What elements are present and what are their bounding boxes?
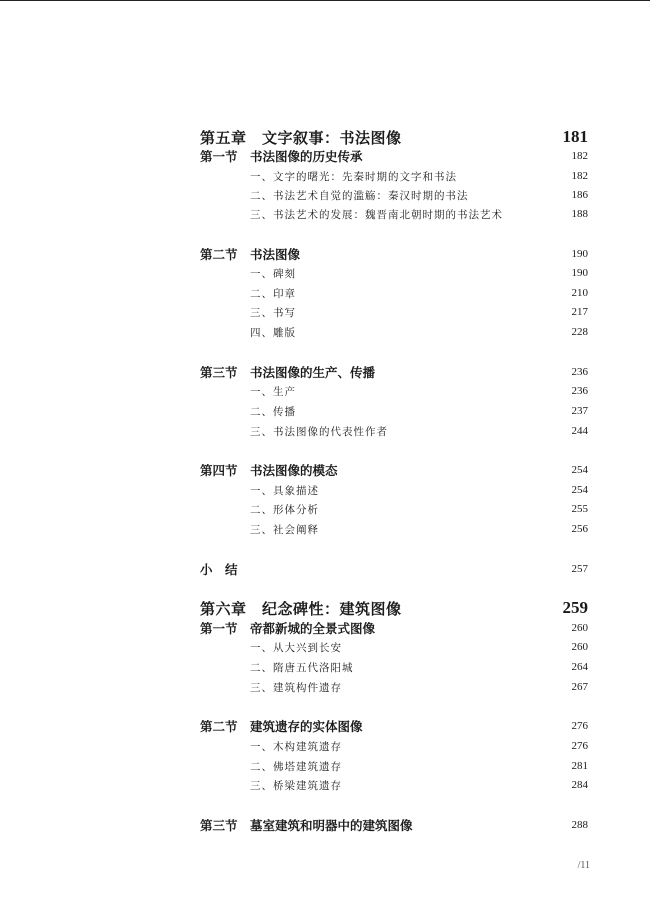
toc-page: 284: [571, 779, 588, 791]
toc-item[interactable]: [200, 421, 588, 441]
toc-page: 254: [571, 464, 588, 476]
toc-chapter-5[interactable]: [200, 127, 588, 147]
toc-page: 228: [571, 326, 588, 338]
toc-title: 二、形体分析: [250, 503, 319, 516]
top-rule: [0, 0, 650, 1]
toc-item[interactable]: [200, 401, 588, 421]
toc-section-summary[interactable]: [200, 559, 588, 579]
toc-page: 186: [571, 189, 588, 201]
toc-title: 第六章 纪念碑性：建筑图像: [200, 599, 402, 618]
toc-item[interactable]: [200, 480, 588, 500]
toc-page: 259: [562, 598, 588, 617]
toc-item[interactable]: [200, 263, 588, 283]
toc-title: 第二节 书法图像: [200, 247, 301, 262]
toc-item[interactable]: [200, 775, 588, 795]
toc-title: 第二节 建筑遗存的实体图像: [200, 719, 363, 734]
toc-page: 236: [571, 366, 588, 378]
toc-title: 一、具象描述: [250, 484, 319, 497]
toc-page: 237: [571, 405, 588, 417]
toc-section[interactable]: [200, 716, 588, 736]
toc-item[interactable]: [200, 322, 588, 342]
toc-title: 第四节 书法图像的模态: [200, 463, 338, 478]
toc-title: 第五章 文字叙事：书法图像: [200, 128, 402, 147]
toc-page: 236: [571, 385, 588, 397]
toc-title: 一、木构建筑遗存: [250, 740, 342, 753]
toc-item[interactable]: [200, 657, 588, 677]
toc-page: 281: [571, 760, 588, 772]
toc-page: 244: [571, 425, 588, 437]
toc-item[interactable]: [200, 499, 588, 519]
toc-page: 254: [571, 484, 588, 496]
toc-page: 188: [571, 208, 588, 220]
toc-page: 288: [571, 819, 588, 831]
toc-section[interactable]: [200, 815, 588, 835]
toc-page: 210: [571, 287, 588, 299]
toc-title: 一、从大兴到长安: [250, 641, 342, 654]
toc-title: 二、印章: [250, 287, 296, 300]
toc-item[interactable]: [200, 185, 588, 205]
toc-title: 第三节 书法图像的生产、传播: [200, 365, 376, 380]
toc-title: 一、生产: [250, 385, 296, 398]
toc-item[interactable]: [200, 166, 588, 186]
toc-page: 260: [571, 641, 588, 653]
toc-item[interactable]: [200, 381, 588, 401]
toc-title: 三、书法艺术的发展：魏晋南北朝时期的书法艺术: [250, 208, 503, 221]
toc-item[interactable]: [200, 677, 588, 697]
toc-title: 三、建筑构件遗存: [250, 681, 342, 694]
toc-page: 190: [571, 248, 588, 260]
toc-title: 小 结: [200, 562, 238, 577]
toc-section[interactable]: [200, 618, 588, 638]
toc-page: 217: [571, 306, 588, 318]
toc-page: 264: [571, 661, 588, 673]
toc-page: 260: [571, 622, 588, 634]
toc-page: 276: [571, 720, 588, 732]
toc-title: 第三节 墓室建筑和明器中的建筑图像: [200, 818, 413, 833]
toc-item[interactable]: [200, 302, 588, 322]
toc-item[interactable]: [200, 519, 588, 539]
toc-page: 181: [562, 127, 588, 146]
toc-title: 第一节 帝都新城的全景式图像: [200, 621, 376, 636]
toc-page: 276: [571, 740, 588, 752]
toc-title: 三、社会阐释: [250, 523, 319, 536]
toc-title: 一、碑刻: [250, 267, 296, 280]
toc-item[interactable]: [200, 637, 588, 657]
toc-title: 三、书法图像的代表性作者: [250, 425, 388, 438]
toc-item[interactable]: [200, 736, 588, 756]
toc-title: 二、隋唐五代洛阳城: [250, 661, 354, 674]
toc-page: 267: [571, 681, 588, 693]
toc-item[interactable]: [200, 204, 588, 224]
toc-section[interactable]: [200, 244, 588, 264]
toc-page: 256: [571, 523, 588, 535]
toc-title: 三、书写: [250, 306, 296, 319]
toc-title: 第一节 书法图像的历史传承: [200, 149, 363, 164]
toc-item[interactable]: [200, 756, 588, 776]
toc-title: 三、桥梁建筑遗存: [250, 779, 342, 792]
toc-title: 二、佛塔建筑遗存: [250, 760, 342, 773]
toc-section[interactable]: [200, 146, 588, 166]
toc-section[interactable]: [200, 460, 588, 480]
toc-title: 一、文字的曙光：先秦时期的文字和书法: [250, 170, 457, 183]
toc-section[interactable]: [200, 362, 588, 382]
toc-page: 190: [571, 267, 588, 279]
toc-title: 二、传播: [250, 405, 296, 418]
toc-page: 257: [571, 563, 588, 575]
toc-page: 182: [571, 170, 588, 182]
toc-page: 182: [571, 150, 588, 162]
toc-title: 二、书法艺术自觉的滥觞：秦汉时期的书法: [250, 189, 469, 202]
page-marker: /11: [577, 860, 590, 871]
toc-page: 255: [571, 503, 588, 515]
toc-item[interactable]: [200, 283, 588, 303]
toc-chapter-6[interactable]: [200, 598, 588, 618]
toc-title: 四、雕版: [250, 326, 296, 339]
